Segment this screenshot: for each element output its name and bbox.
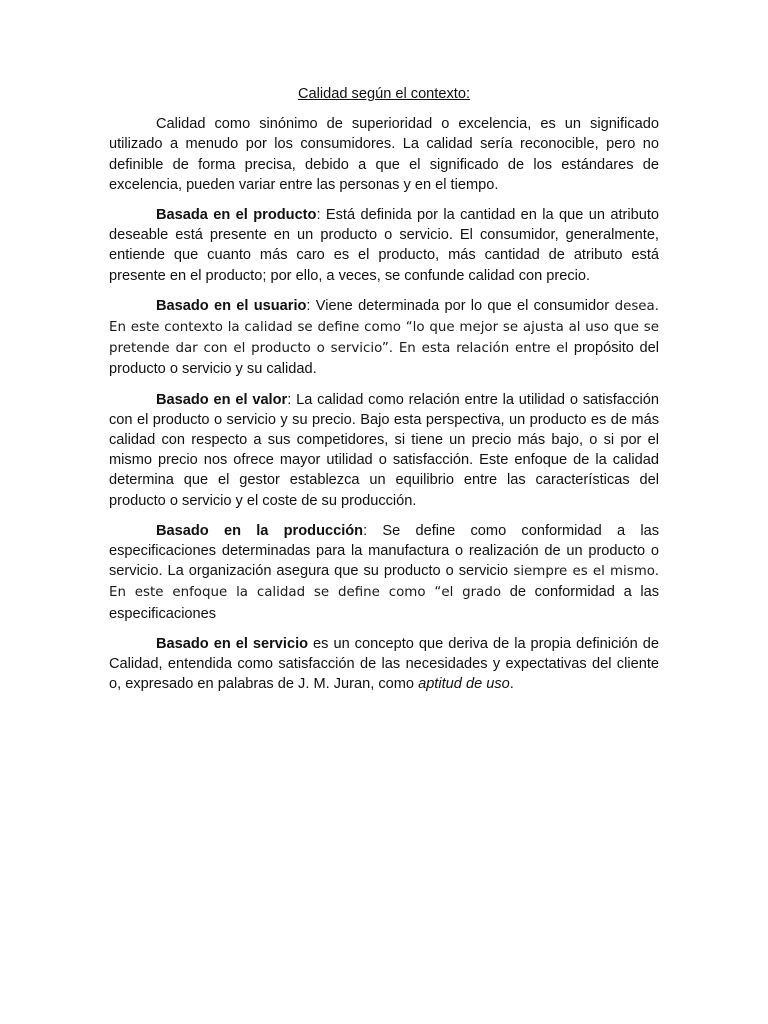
paragraph-heading: Basado en el usuario <box>156 297 307 314</box>
paragraph-text: Calidad como sinónimo de superioridad o excelencia, es un significado utilizado a menudo por los consumidores. La calidad sería reconocible, pero no definible de forma precisa, debido a que el significado de los estándares de excelencia, pueden variar entre las personas y en el tiempo. <box>109 116 659 193</box>
paragraph-text: . <box>509 676 514 693</box>
paragraph-text: propósito del producto o servicio y su calidad. <box>109 340 659 378</box>
paragraph-heading: Basada en el producto <box>156 207 317 224</box>
paragraph-valor <box>109 390 659 511</box>
paragraph-producto <box>109 205 659 286</box>
paragraph-heading: Basado en el servicio <box>156 635 309 652</box>
paragraph-produccion <box>109 521 659 624</box>
page-title: Calidad según el contexto: <box>298 86 470 102</box>
paragraph-heading: Basado en el valor <box>156 391 288 408</box>
paragraph-usuario <box>109 296 659 380</box>
paragraph-text-alt-font: desea. En este contexto la calidad se define como “lo que mejor se ajusta al uso que se pretende dar con el producto o servicio”. En esta relación entre el <box>109 298 659 357</box>
document-page <box>109 84 659 704</box>
paragraph-superioridad <box>109 114 659 195</box>
paragraph-text: : La calidad como relación entre la utilidad o satisfacción con el producto o servicio y su precio. Bajo esta perspectiva, un producto es de más calidad con respecto a sus competidores, si tiene un precio más bajo, o si por el mismo precio nos ofrece mayor utilidad o satisfacción. Este enfoque de la calidad determina que el gestor establezca un equilibrio entre las características del producto o servicio y el coste de su producción. <box>109 391 659 509</box>
paragraph-text: : Está definida por la cantidad en la que un atributo deseable está presente en un producto o servicio. El consumidor, generalmente, entiende que cuanto más caro es el producto, más cantidad de atributo está presente en el producto; por ello, a veces, se confunde calidad con precio. <box>109 207 660 284</box>
paragraph-text: de conformidad a las especificaciones <box>109 584 659 622</box>
paragraph-text: es un concepto que deriva de la propia definición de Calidad, entendida como satisfacción de las necesidades y expectativas del cliente o, expresado en palabras de J. M. Juran, como <box>109 635 659 693</box>
paragraph-text: : Viene determinada por lo que el consumidor <box>306 297 610 314</box>
paragraph-italic-term: aptitud de uso <box>418 676 510 693</box>
paragraph-text-alt-font: siempre es el mismo. En este enfoque la calidad se define como “el grado <box>109 564 659 601</box>
paragraph-servicio <box>109 634 659 695</box>
paragraph-heading: Basado en la producción <box>156 522 364 539</box>
paragraph-text: : Se define como conformidad a las especificaciones determinadas para la manufactura o realización de un producto o servicio. La organización asegura que su producto o servicio <box>109 522 659 580</box>
